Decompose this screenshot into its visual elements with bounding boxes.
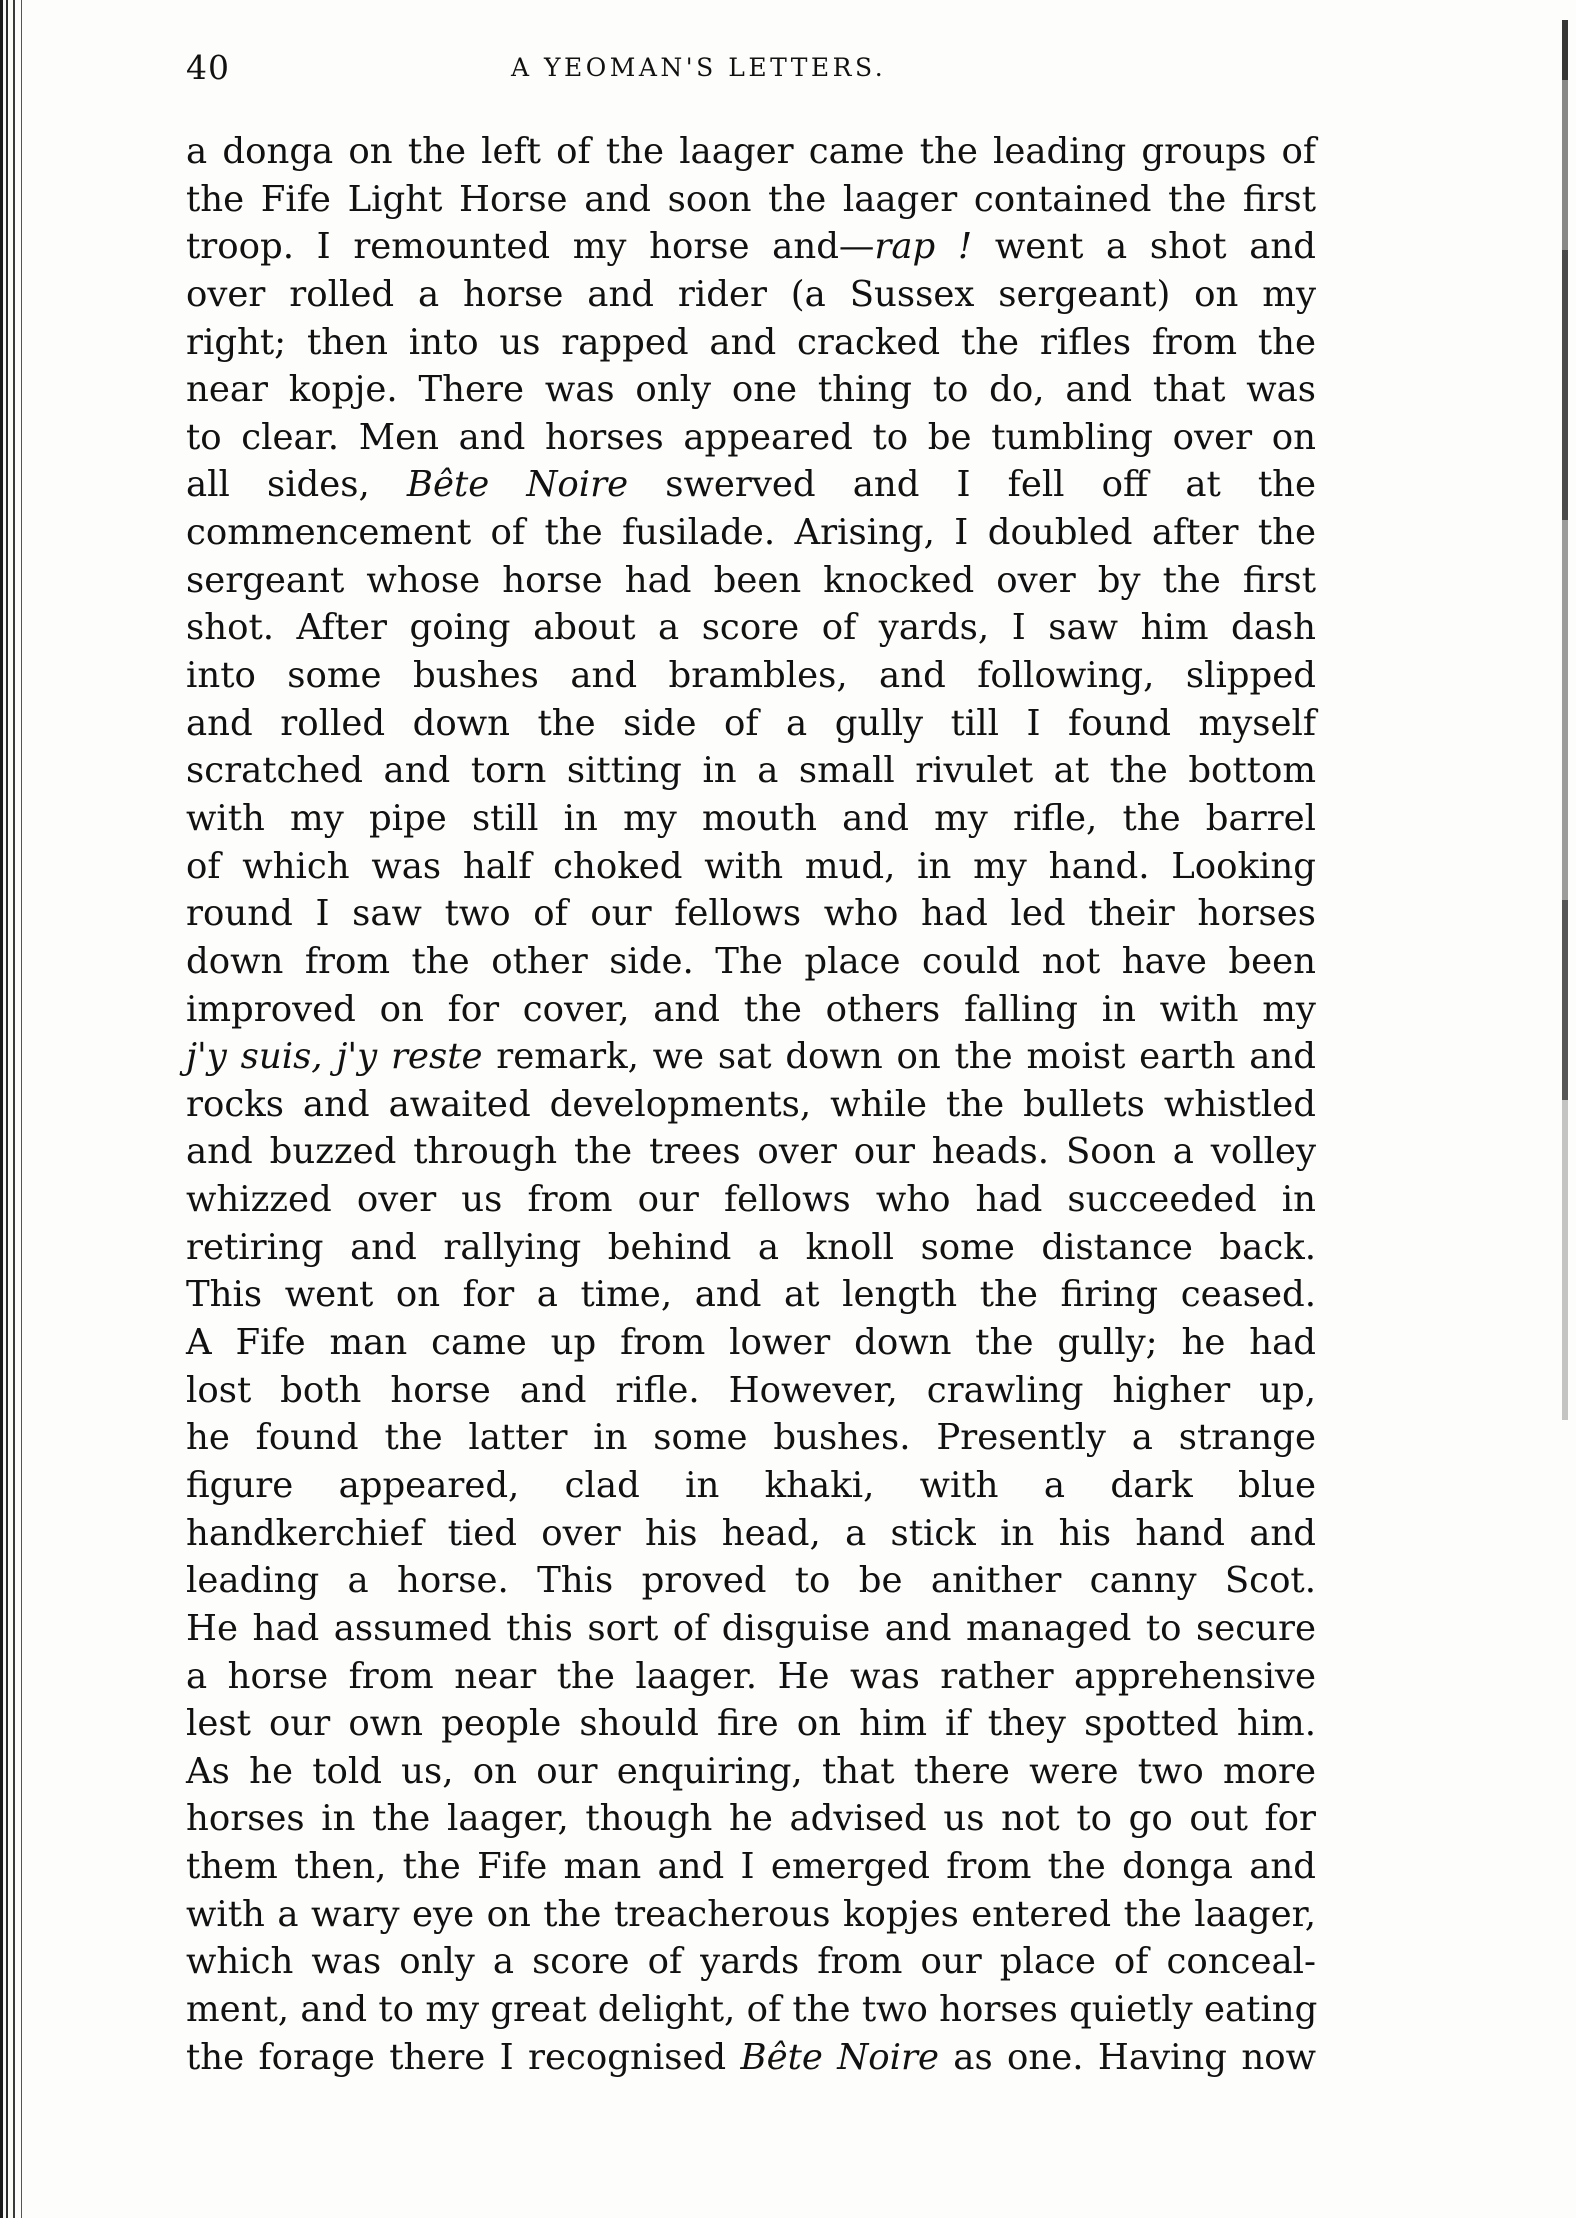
italic-run: Bête Noire <box>740 2036 939 2078</box>
text-run: down from the other side. The place could not have been <box>186 940 1316 982</box>
page-edge <box>1550 0 1576 2218</box>
text-run: the forage there I recognised <box>186 2036 741 2078</box>
text-line <box>186 176 1316 224</box>
text-line <box>186 986 1316 1034</box>
text-line <box>186 1510 1316 1558</box>
text-line <box>186 271 1316 319</box>
text-run: swerved and I fell off at the <box>628 464 1316 506</box>
text-line <box>186 128 1316 176</box>
text-run: commencement of the fusilade. Arising, I doubled after the <box>186 512 1316 554</box>
text-run: he found the latter in some bushes. Presently a strange <box>186 1417 1316 1459</box>
body-text <box>186 128 1316 2081</box>
text-line <box>186 1271 1316 1319</box>
text-run: shot. After going about a score of yards, I saw him dash <box>186 607 1316 649</box>
text-run: and rolled down the side of a gully till I found myself <box>186 702 1316 744</box>
text-line <box>186 795 1316 843</box>
text-run: with a wary eye on the treacherous kopjes entered the laager, <box>186 1893 1316 1935</box>
italic-run: rap ! <box>874 226 973 268</box>
text-line <box>186 557 1316 605</box>
text-line <box>186 1748 1316 1796</box>
text-run: whizzed over us from our fellows who had succeeded in <box>186 1179 1316 1221</box>
text-run: troop. I remounted my horse and— <box>186 226 875 268</box>
text-run: leading a horse. This proved to be anither canny Scot. <box>186 1560 1316 1602</box>
text-run: lost both horse and rifle. However, crawling higher up, <box>186 1369 1316 1411</box>
text-line <box>186 1986 1316 2034</box>
text-run: figure appeared, clad in khaki, with a dark blue <box>186 1464 1316 1506</box>
italic-run: Bête Noire <box>406 464 629 506</box>
text-line <box>186 1128 1316 1176</box>
text-line <box>186 509 1316 557</box>
text-line <box>186 319 1316 367</box>
running-title: A YEOMAN'S LETTERS. <box>511 53 887 82</box>
text-run: the Fife Light Horse and soon the laager contained the first <box>186 178 1316 220</box>
page-number: 40 <box>186 48 230 87</box>
text-run: sergeant whose horse had been knocked over by the first <box>186 559 1316 601</box>
text-run: lest our own people should fire on him if they spotted him. <box>186 1703 1316 1745</box>
text-run: A Fife man came up from lower down the gully; he had <box>186 1322 1316 1364</box>
text-run: them then, the Fife man and I emerged from the donga and <box>186 1846 1316 1888</box>
text-run: improved on for cover, and the others falling in with my <box>186 988 1316 1030</box>
text-line <box>186 700 1316 748</box>
text-run: with my pipe still in my mouth and my rifle, the barrel <box>186 797 1316 839</box>
text-line <box>186 2034 1316 2082</box>
text-line <box>186 1176 1316 1224</box>
text-run: horses in the laager, though he advised us not to go out for <box>186 1798 1316 1840</box>
text-line <box>186 1414 1316 1462</box>
text-run: near kopje. There was only one thing to do, and that was <box>186 369 1316 411</box>
text-run: a donga on the left of the laager came the leading groups of <box>186 131 1316 172</box>
text-run: over rolled a horse and rider (a Sussex sergeant) on my <box>186 273 1316 315</box>
text-line <box>186 1938 1316 1986</box>
text-run: as one. Having now <box>938 2036 1316 2078</box>
text-line <box>186 1557 1316 1605</box>
text-line <box>186 938 1316 986</box>
text-run: retiring and rallying behind a knoll some distance back. <box>186 1226 1316 1268</box>
text-run: into some bushes and brambles, and following, slipped <box>186 655 1316 697</box>
text-line <box>186 1653 1316 1701</box>
text-line <box>186 1700 1316 1748</box>
text-run: remark, we sat down on the moist earth and <box>482 1036 1316 1078</box>
text-run: which was only a score of yards from our place of conceal- <box>186 1941 1316 1983</box>
text-run: to clear. Men and horses appeared to be tumbling over on <box>186 416 1316 458</box>
text-line <box>186 652 1316 700</box>
text-run: As he told us, on our enquiring, that there were two more <box>186 1750 1316 1792</box>
text-run: He had assumed this sort of disguise and managed to secure <box>186 1607 1316 1649</box>
text-run: and buzzed through the trees over our heads. Soon a volley <box>186 1131 1316 1173</box>
text-line <box>186 604 1316 652</box>
text-run: all sides, <box>186 464 407 506</box>
text-line <box>186 1843 1316 1891</box>
text-line <box>186 843 1316 891</box>
italic-run: j'y suis, j'y reste <box>186 1036 483 1078</box>
text-line <box>186 1033 1316 1081</box>
text-line <box>186 1605 1316 1653</box>
text-line <box>186 1319 1316 1367</box>
text-run: of which was half choked with mud, in my hand. Looking <box>186 845 1316 887</box>
text-run: a horse from near the laager. He was rather apprehensive <box>186 1655 1316 1697</box>
text-run: went a shot and <box>972 226 1316 268</box>
text-run: right; then into us rapped and cracked the rifles from the <box>186 321 1316 363</box>
text-run: ment, and to my great delight, of the two horses quietly eating <box>186 1988 1318 2030</box>
text-run: This went on for a time, and at length the firing ceased. <box>186 1274 1316 1316</box>
text-run: rocks and awaited developments, while the bullets whistled <box>186 1083 1316 1125</box>
text-line <box>186 414 1316 462</box>
text-line <box>186 223 1316 271</box>
text-run: round I saw two of our fellows who had led their horses <box>186 893 1316 935</box>
text-line <box>186 366 1316 414</box>
text-line <box>186 1462 1316 1510</box>
text-line <box>186 1367 1316 1415</box>
text-line <box>186 1891 1316 1939</box>
text-run: scratched and torn sitting in a small rivulet at the bottom <box>186 750 1316 792</box>
running-head <box>186 48 1316 88</box>
text-line <box>186 1224 1316 1272</box>
text-line <box>186 461 1316 509</box>
text-line <box>186 747 1316 795</box>
binding-gutter <box>0 0 30 2218</box>
text-line <box>186 890 1316 938</box>
text-run: handkerchief tied over his head, a stick in his hand and <box>186 1512 1316 1554</box>
text-line <box>186 1081 1316 1129</box>
text-line <box>186 1795 1316 1843</box>
